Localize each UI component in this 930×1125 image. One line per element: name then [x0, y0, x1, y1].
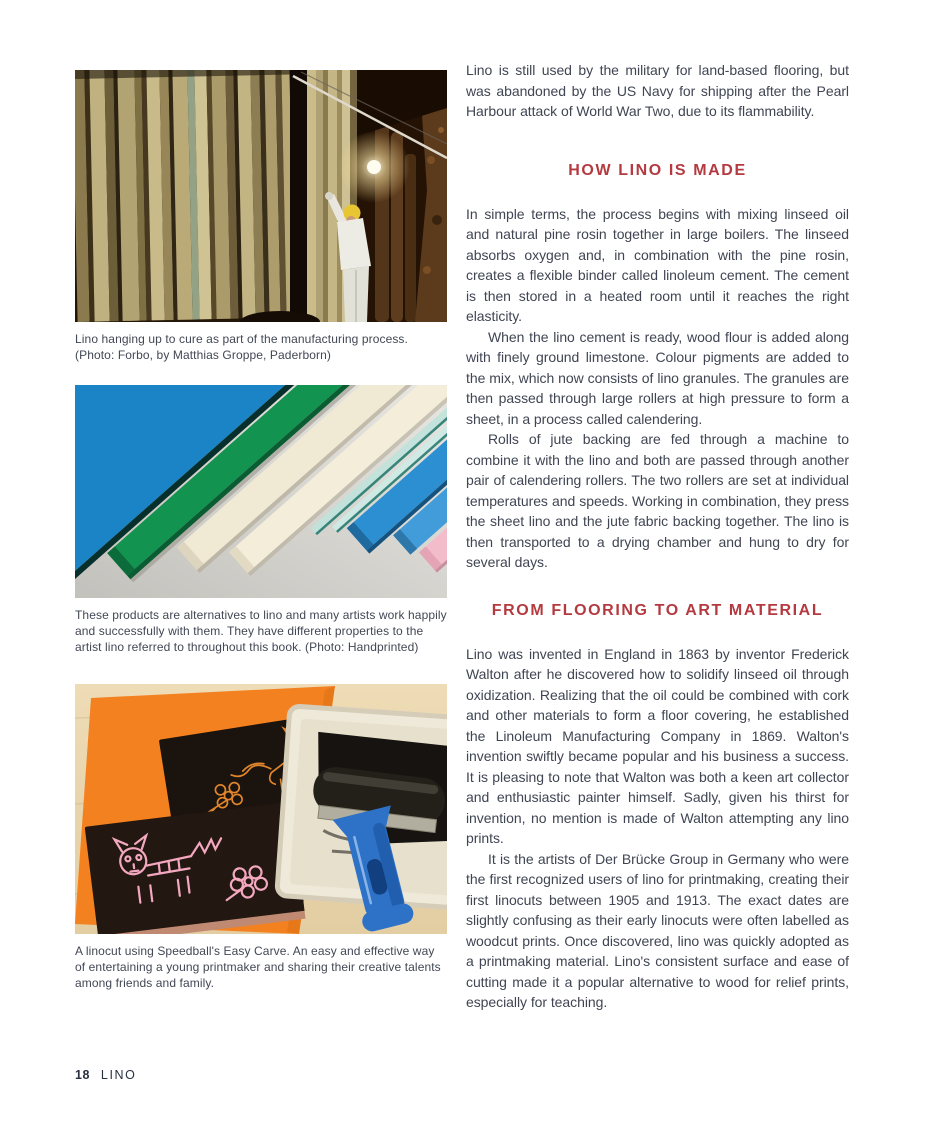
- page-number: 18: [75, 1068, 90, 1082]
- body-paragraph: In simple terms, the process begins with mixing linseed oil and natural pine rosin together in large boilers. The linseed absorbs oxygen and, in combination with the pine rosin, creates a flexible binder called linoleum cement. The cement is then stored in a heated room until it reaches the right elasticity.: [466, 205, 849, 324]
- lino-curing-factory-photo: [75, 70, 447, 322]
- section-heading-from-flooring-to-art: FROM FLOORING TO ART MATERIAL: [491, 601, 824, 619]
- body-paragraph: When the lino cement is ready, wood flour is added along with finely ground limestone. Colour pigments are added to the mix, which now consists of lino granules. The granules are then passed through large rollers at high pressure to form a sheet, in a process called calendering.: [466, 328, 849, 427]
- page-footer: [75, 1068, 136, 1082]
- running-title: LINO: [100, 1068, 137, 1082]
- body-paragraph: It is the artists of Der Brücke Group in Germany who were the first recognized users of lino for printmaking, creating their first linocuts between 1905 and 1913. The exact dates are slightly confusing as their early linocuts were often labelled as woodcut prints. Once discovered, lino was quickly adopted as a printmaking material. Lino's consistent surface and ease of cutting made it a popular alternative to wood for relief prints, especially for teaching.: [466, 850, 849, 1010]
- article-column: [466, 60, 849, 1013]
- intro-paragraph: Lino is still used by the military for land-based flooring, but was abandoned by the US Navy for shipping after the Pearl Harbour attack of World War Two, due to its flammability.: [466, 62, 849, 119]
- lino-alternative-products-photo: [75, 385, 447, 598]
- figure-easy-carve-linocut: [75, 684, 447, 991]
- body-paragraph: Rolls of jute backing are fed through a machine to combine it with the lino and both are passed through another pair of calendering rollers. The two rollers are set at individual temperatures and speeds. Working in combination, they press the sheet lino and the jute fabric backing together. The lino is then transported to a drying chamber and hung to dry for several days.: [466, 431, 849, 570]
- figure-lino-alternatives: [75, 385, 447, 655]
- figure-caption: These products are alternatives to lino and many artists work happily and successfully with them. They have different properties to the artist lino referred to throughout this book. (Photo: Handprinted): [75, 608, 447, 654]
- figure-lino-curing: [75, 70, 447, 363]
- section-heading-how-lino-is-made: HOW LINO IS MADE: [568, 161, 747, 179]
- easy-carve-linocut-photo: [75, 684, 447, 934]
- figure-caption: Lino hanging up to cure as part of the manufacturing process. (Photo: Forbo, by Matthias Groppe, Paderborn): [75, 332, 408, 362]
- figure-caption: A linocut using Speedball's Easy Carve. An easy and effective way of entertaining a young printmaker and sharing their creative talents among friends and family.: [75, 944, 441, 990]
- body-paragraph: Lino was invented in England in 1863 by inventor Frederick Walton after he discovered how to solidify linseed oil through oxidization. Realizing that the oil could be combined with cork and other materials to form a floor covering, he established the Linoleum Manufacturing Company in 1869. Walton's invention swiftly became popular and his business a success. It is pleasing to note that Walton was both a keen art collector and enthusiastic painter himself. Sadly, given his thirst for invention, no mention is made of Walton attempting any lino prints.: [466, 645, 849, 846]
